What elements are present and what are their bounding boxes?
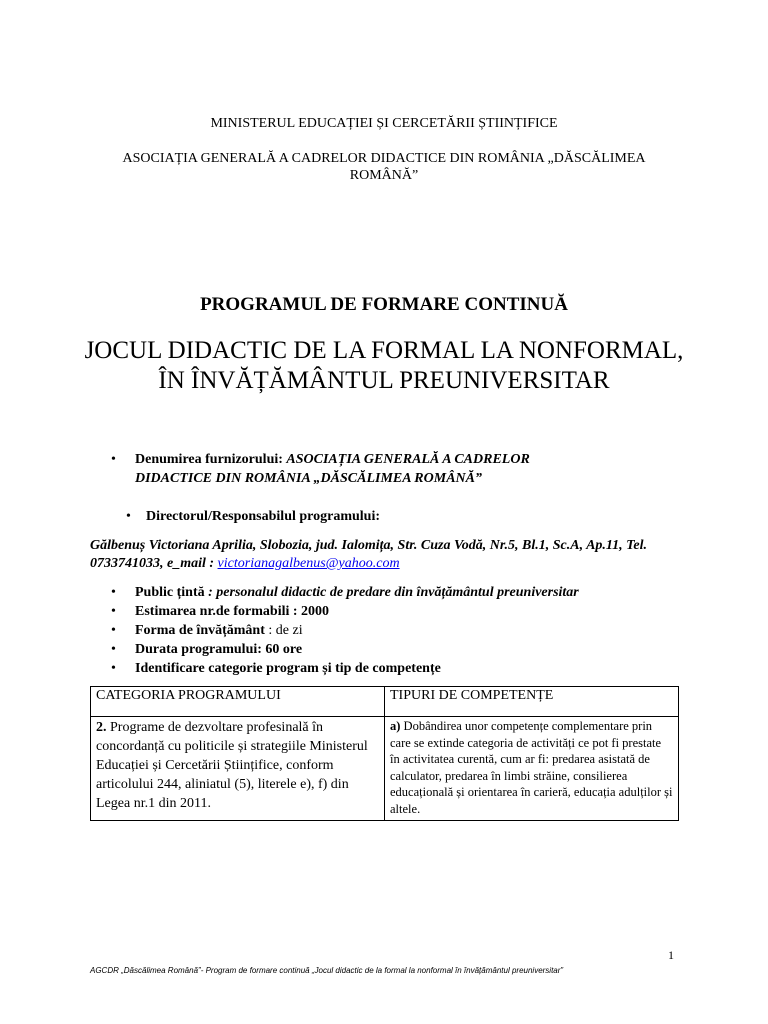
public-item: [105, 583, 579, 602]
competence-cell: [385, 717, 679, 821]
bullet-icon: •: [111, 452, 116, 467]
details-list: [105, 583, 579, 678]
title-line-1: JOCUL DIDACTIC DE LA FORMAL LA NONFORMAL,: [84, 337, 684, 364]
form-item: [105, 621, 579, 640]
category-cell: [91, 717, 385, 821]
provider-value: ASOCIAȚIA GENERALĂ A CADRELOR DIDACTICE DIN ROMÂNIA „DĂSCĂLIMEA ROMÂNĂ”: [135, 452, 530, 486]
form-label: Forma de învățământ: [135, 623, 265, 638]
title-line-2: ÎN ÎNVĂȚĂMÂNTUL PREUNIVERSITAR: [158, 367, 610, 394]
identification-item: [105, 659, 579, 678]
table-header-row: [91, 687, 679, 717]
estimate-text: Estimarea nr.de formabili : 2000: [135, 604, 330, 619]
provider-list: [105, 450, 605, 488]
estimate-item: [105, 602, 579, 621]
public-label: Public țintă: [135, 585, 205, 600]
public-value: : personalul didactic de predare din învățământul preuniversitar: [204, 585, 579, 600]
provider-label: Denumirea furnizorului:: [135, 452, 283, 467]
director-item: [120, 509, 380, 525]
category-number: 2.: [96, 720, 107, 735]
identification-text: Identificare categorie program și tip de competențe: [135, 661, 441, 676]
ministry-heading: MINISTERUL EDUCAȚIEI ȘI CERCETĂRII ȘTIINȚIFICE: [210, 116, 558, 131]
email-link[interactable]: victorianagalbenus@yahoo.com: [217, 556, 400, 571]
bullet-icon: •: [111, 661, 116, 676]
document-title: [60, 336, 708, 396]
director-label: Directorul/Responsabilul programului:: [146, 509, 381, 524]
page-footer: AGCDR „Dăscălimea Română”- Program de formare continuă „Jocul didactic de la formal la nonformal în învățământul preuniversitar”: [90, 966, 564, 975]
association-line-2: ROMÂNĂ”: [349, 168, 419, 183]
bullet-icon: •: [111, 642, 116, 657]
program-category-table: [90, 686, 679, 821]
col1-header: CATEGORIA PROGRAMULUI: [91, 687, 385, 717]
provider-item: [105, 450, 605, 488]
form-value: : de zi: [264, 623, 303, 638]
table-row: [91, 717, 679, 821]
competence-letter: a): [390, 719, 401, 733]
association-heading: [60, 150, 708, 184]
bullet-icon: •: [111, 604, 116, 619]
contact-info: [90, 537, 690, 573]
col2-header: TIPURI DE COMPETENȚE: [385, 687, 679, 717]
association-line-1: ASOCIAȚIA GENERALĂ A CADRELOR DIDACTICE DIN ROMÂNIA „DĂSCĂLIMEA: [122, 151, 646, 166]
program-label: PROGRAMUL DE FORMARE CONTINUĂ: [200, 294, 568, 315]
bullet-icon: •: [111, 585, 116, 600]
page-number: 1: [668, 948, 674, 962]
duration-item: [105, 640, 579, 659]
duration-text: Durata programului: 60 ore: [135, 642, 303, 657]
bullet-icon: •: [126, 509, 131, 524]
category-text: Programe de dezvoltare profesinală în concordanță cu politicile și strategiile Ministerul Educației și Cercetării Științifice, conform articolului 244, aliniatul (5), literele e), f) din Legea nr.1 din 2011.: [96, 720, 368, 811]
contact-text: Gălbenuș Victoriana Aprilia, Slobozia, jud. Ialomița, Str. Cuza Vodă, Nr.5, Bl.1, Sc.A, Ap.11, Tel. 0733741033, e_mail :: [90, 538, 648, 571]
bullet-icon: •: [111, 623, 116, 638]
competence-text: Dobândirea unor competențe complementare prin care se extinde categoria de activități ce pot fi prestate în activitatea curentă, cum ar fi: predarea asistată de calculator, predarea în limbi străine, consilierea educațională și orientarea în carieră, educația adulților și altele.: [390, 719, 673, 816]
